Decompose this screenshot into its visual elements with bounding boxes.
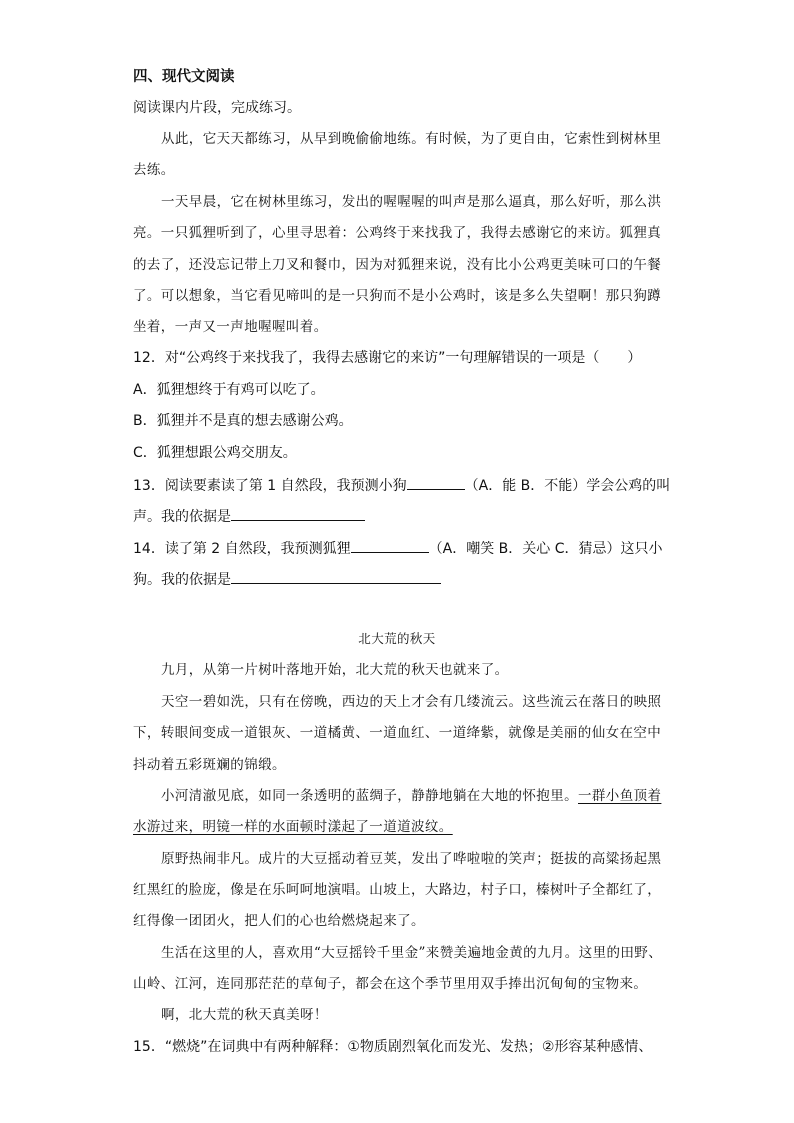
question-14-basis-blank[interactable] — [231, 569, 441, 584]
passage2-line: 山岭、江河，连同那茫茫的草甸子，都会在这个季节里用双手捧出沉甸甸的宝物来。 — [133, 976, 648, 992]
question-14-line1 — [133, 538, 662, 558]
passage2-line — [161, 787, 661, 805]
passage2-title: 北大荒的秋天 — [358, 631, 436, 646]
passage1-line: 一天早晨，它在树林里练习，发出的喔喔喔的叫声是那么逼真，那么好听，那么洪 — [161, 194, 662, 210]
passage2-paragraph-3-text: 小河清澈见底，如同一条透明的蓝绸子，静静地躺在大地的怀抱里。 — [161, 788, 578, 804]
passage1-line: 从此，它天天都练习，从早到晚偷偷地练。有时候，为了更自由，它索性到树林里 — [161, 131, 662, 147]
passage2-paragraph-1: 九月，从第一片树叶落地开始，北大荒的秋天也就来了。 — [161, 662, 509, 678]
passage1-line: 的去了，还没忘记带上刀叉和餐巾，因为对狐狸来说，没有比小公鸡更美味可口的午餐 — [133, 257, 662, 273]
passage2-line: 红得像一团团火，把人们的心也给燃烧起来了。 — [133, 913, 425, 929]
question-14-basis-label: 狗。我的依据是 — [133, 572, 231, 588]
question-13-line1 — [133, 475, 670, 495]
passage2-line — [133, 818, 453, 836]
question-14-text-b: （A．嘲笑 B．关心 C．猜忌）这只小 — [428, 541, 663, 557]
question-14-line2 — [133, 569, 441, 589]
passage1-line: 了。可以想象，当它看见啼叫的是一只狗而不是小公鸡时，该是多么失望啊！那只狗蹲 — [133, 288, 662, 304]
question-13-line2 — [133, 506, 365, 526]
passage2-line: 红黑红的脸庞，像是在乐呵呵地演唱。山坡上，大路边，村子口，榛树叶子全都红了， — [133, 882, 662, 898]
question-12-option-c: C．狐狸想跟公鸡交朋友。 — [133, 445, 297, 461]
question-13-answer-blank[interactable] — [407, 475, 465, 490]
passage2-line: 原野热闹非凡。成片的大豆摇动着豆荚，发出了哗啦啦的笑声；挺拔的高粱扬起黑 — [161, 851, 662, 867]
passage2-line: 生活在这里的人，喜欢用“大豆摇铃千里金”来赞美遍地金黄的九月。这里的田野、 — [161, 945, 663, 961]
question-13-basis-label: 声。我的依据是 — [133, 509, 231, 525]
question-12-option-a: A．狐狸想终于有鸡可以吃了。 — [133, 382, 325, 398]
passage2-line: 天空一碧如洗，只有在傍晚，西边的天上才会有几缕流云。这些流云在落日的映照 — [161, 694, 662, 710]
passage2-line: 下，转眼间变成一道银灰、一道橘黄、一道血红、一道绛紫，就像是美丽的仙女在空中 — [133, 725, 662, 741]
passage1-line: 坐着，一声又一声地喔喔叫着。 — [133, 319, 328, 335]
question-14-text-a: 14．读了第 2 自然段，我预测狐狸 — [133, 541, 351, 557]
passage1-line: 去练。 — [133, 162, 175, 178]
question-12-option-b: B．狐狸并不是真的想去感谢公鸡。 — [133, 413, 353, 429]
passage1-line: 亮。一只狐狸听到了，心里寻思着：公鸡终于来找我了，我得去感谢它的来访。狐狸真 — [133, 225, 662, 241]
question-15-stem: 15．“燃烧”在词典中有两种解释：①物质剧烈氧化而发光、发热；②形容某种感情、 — [133, 1039, 653, 1055]
reading-instruction: 阅读课内片段，完成练习。 — [133, 100, 301, 116]
question-14-answer-blank[interactable] — [351, 538, 429, 553]
question-12-stem: 12．对“公鸡终于来找我了，我得去感谢它的来访”一句理解错误的一项是（ ） — [133, 350, 642, 366]
underlined-sentence: 水游过来，明镜一样的水面顿时漾起了一道道波纹。 — [133, 819, 453, 835]
question-13-text-a: 13．阅读要素读了第 1 自然段，我预测小狗 — [133, 478, 407, 494]
section-heading: 四、现代文阅读 — [133, 69, 235, 85]
underlined-sentence: 一群小鱼顶着 — [578, 788, 662, 804]
question-13-basis-blank[interactable] — [231, 506, 365, 521]
passage2-paragraph-6: 啊，北大荒的秋天真美呀！ — [161, 1007, 328, 1023]
passage2-line: 抖动着五彩斑斓的锦缎。 — [133, 757, 286, 773]
question-13-text-b: （A．能 B．不能）学会公鸡的叫 — [464, 478, 671, 494]
